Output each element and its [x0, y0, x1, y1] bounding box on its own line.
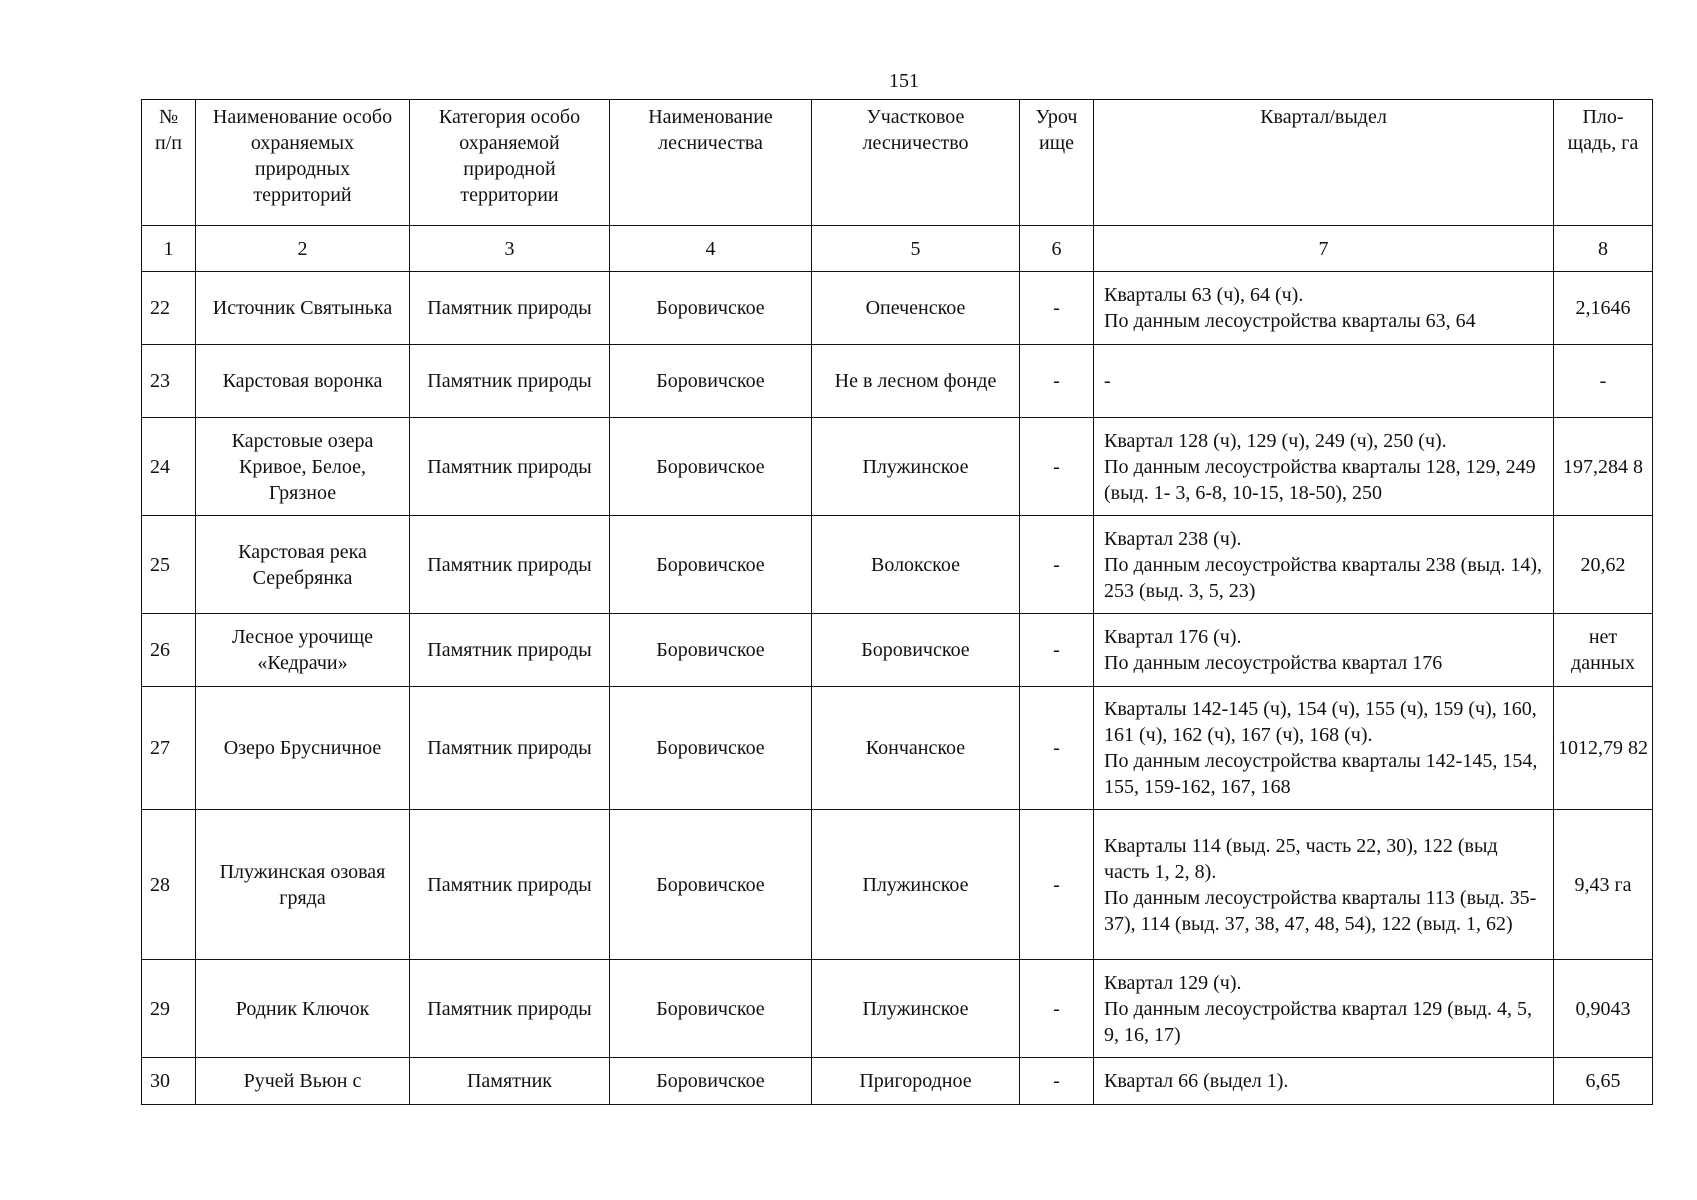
tract: -: [1020, 687, 1094, 810]
area-category: Памятник природы: [410, 960, 610, 1058]
column-number: 4: [610, 226, 812, 272]
forestry-name: Боровичское: [610, 614, 812, 687]
block-line: По данным лесоустройства кварталы 142-145, 154, 155, 159-162, 167, 168: [1104, 750, 1538, 798]
forestry-name: Боровичское: [610, 345, 812, 418]
tract: -: [1020, 345, 1094, 418]
column-number: 8: [1554, 226, 1653, 272]
column-number: 5: [812, 226, 1020, 272]
header-block: Квартал/выдел: [1094, 100, 1554, 226]
area-category: Памятник природы: [410, 614, 610, 687]
header-forestry: Наименование лесничества: [610, 100, 812, 226]
area-size: -: [1554, 345, 1653, 418]
table-row: [142, 272, 1653, 345]
area-name: Плужинская озовая гряда: [196, 810, 410, 960]
block-line: По данным лесоустройства кварталы 113 (выд. 35-37), 114 (выд. 37, 38, 47, 48, 54), 122 (выд. 1, 62): [1104, 886, 1537, 935]
area-size: 2,1646: [1554, 272, 1653, 345]
area-name: Карстовые озера Кривое, Белое, Грязное: [196, 418, 410, 516]
block-info: [1094, 345, 1554, 418]
column-number: 3: [410, 226, 610, 272]
header-category: Категория особо охраняемой природной территории: [410, 100, 610, 226]
block-line: Квартал 66 (выдел 1).: [1104, 1070, 1289, 1092]
area-category: Памятник природы: [410, 516, 610, 614]
block-info: [1094, 687, 1554, 810]
page-number: 151: [889, 70, 919, 92]
row-number: 26: [142, 614, 196, 687]
header-number: № п/п: [142, 100, 196, 226]
tract: -: [1020, 614, 1094, 687]
block-info: [1094, 810, 1554, 960]
row-number: 30: [142, 1058, 196, 1105]
area-size: 9,43 га: [1554, 810, 1653, 960]
block-line: По данным лесоустройства кварталы 63, 64: [1104, 310, 1476, 332]
block-line: По данным лесоустройства квартал 129 (выд. 4, 5, 9, 16, 17): [1104, 997, 1532, 1046]
area-size: нет данных: [1554, 614, 1653, 687]
area-name: Лесное урочище «Кедрачи»: [196, 614, 410, 687]
block-line: По данным лесоустройства кварталы 128, 129, 249 (выд. 1- 3, 6-8, 10-15, 18-50), 250: [1104, 455, 1536, 504]
area-name: Озеро Брусничное: [196, 687, 410, 810]
block-info: [1094, 516, 1554, 614]
header-district: Участковое лесничество: [812, 100, 1020, 226]
tract: -: [1020, 960, 1094, 1058]
block-line: Кварталы 63 (ч), 64 (ч).: [1104, 284, 1304, 306]
tract: -: [1020, 1058, 1094, 1105]
block-line: По данным лесоустройства кварталы 238 (выд. 14), 253 (выд. 3, 5, 23): [1104, 553, 1543, 602]
district-forestry: Опеченское: [812, 272, 1020, 345]
forestry-name: Боровичское: [610, 272, 812, 345]
forestry-name: Боровичское: [610, 1058, 812, 1105]
area-name: Карстовая река Серебрянка: [196, 516, 410, 614]
column-number: 2: [196, 226, 410, 272]
row-number: 22: [142, 272, 196, 345]
block-info: [1094, 418, 1554, 516]
forestry-name: Боровичское: [610, 687, 812, 810]
area-name: Источник Святынька: [196, 272, 410, 345]
block-line: По данным лесоустройства квартал 176: [1104, 652, 1443, 674]
table-row: [142, 687, 1653, 810]
tract: -: [1020, 810, 1094, 960]
district-forestry: Не в лесном фонде: [812, 345, 1020, 418]
district-forestry: Боровичское: [812, 614, 1020, 687]
row-number: 23: [142, 345, 196, 418]
tract: -: [1020, 516, 1094, 614]
row-number: 25: [142, 516, 196, 614]
block-line: Кварталы 142-145 (ч), 154 (ч), 155 (ч), 159 (ч), 160, 161 (ч), 162 (ч), 167 (ч), 168 (ч).: [1104, 698, 1537, 746]
district-forestry: Плужинское: [812, 418, 1020, 516]
forestry-name: Боровичское: [610, 516, 812, 614]
table-row: [142, 960, 1653, 1058]
header-tract: Уроч ище: [1020, 100, 1094, 226]
table-row: [142, 516, 1653, 614]
table-row: [142, 1058, 1653, 1105]
block-info: [1094, 1058, 1554, 1105]
area-size: 1012,79 82: [1554, 687, 1653, 810]
row-number: 27: [142, 687, 196, 810]
district-forestry: Кончанское: [812, 687, 1020, 810]
block-line: Квартал 238 (ч).: [1104, 527, 1242, 550]
row-number: 24: [142, 418, 196, 516]
area-size: 0,9043: [1554, 960, 1653, 1058]
header-name: Наименование особо охраняемых природных территорий: [196, 100, 410, 226]
block-line: Кварталы 114 (выд. 25, часть 22, 30), 122 (выд часть 1, 2, 8).: [1104, 834, 1498, 883]
area-name: Карстовая воронка: [196, 345, 410, 418]
header-row: [142, 100, 1653, 226]
block-info: [1094, 960, 1554, 1058]
forestry-name: Боровичское: [610, 418, 812, 516]
area-size: 6,65: [1554, 1058, 1653, 1105]
forestry-name: Боровичское: [610, 960, 812, 1058]
table-row: [142, 418, 1653, 516]
protected-areas-table: [141, 99, 1653, 1105]
column-number-row: [142, 226, 1653, 272]
area-size: 197,284 8: [1554, 418, 1653, 516]
block-info: [1094, 614, 1554, 687]
area-category: Памятник природы: [410, 418, 610, 516]
area-name: Ручей Вьюн с: [196, 1058, 410, 1105]
area-category: Памятник природы: [410, 345, 610, 418]
area-category: Памятник природы: [410, 272, 610, 345]
block-line: -: [1104, 370, 1111, 392]
block-info: [1094, 272, 1554, 345]
table-row: [142, 614, 1653, 687]
area-category: Памятник: [410, 1058, 610, 1105]
column-number: 7: [1094, 226, 1554, 272]
forestry-name: Боровичское: [610, 810, 812, 960]
tract: -: [1020, 418, 1094, 516]
row-number: 29: [142, 960, 196, 1058]
district-forestry: Плужинское: [812, 960, 1020, 1058]
column-number: 6: [1020, 226, 1094, 272]
table-row: [142, 810, 1653, 960]
tract: -: [1020, 272, 1094, 345]
area-category: Памятник природы: [410, 810, 610, 960]
block-line: Квартал 176 (ч).: [1104, 626, 1242, 648]
block-line: Квартал 128 (ч), 129 (ч), 249 (ч), 250 (ч).: [1104, 429, 1447, 452]
area-size: 20,62: [1554, 516, 1653, 614]
area-category: Памятник природы: [410, 687, 610, 810]
row-number: 28: [142, 810, 196, 960]
district-forestry: Плужинское: [812, 810, 1020, 960]
column-number: 1: [142, 226, 196, 272]
district-forestry: Волокское: [812, 516, 1020, 614]
district-forestry: Пригородное: [812, 1058, 1020, 1105]
table-row: [142, 345, 1653, 418]
area-name: Родник Ключок: [196, 960, 410, 1058]
header-area: Пло-щадь, га: [1554, 100, 1653, 226]
block-line: Квартал 129 (ч).: [1104, 971, 1242, 994]
